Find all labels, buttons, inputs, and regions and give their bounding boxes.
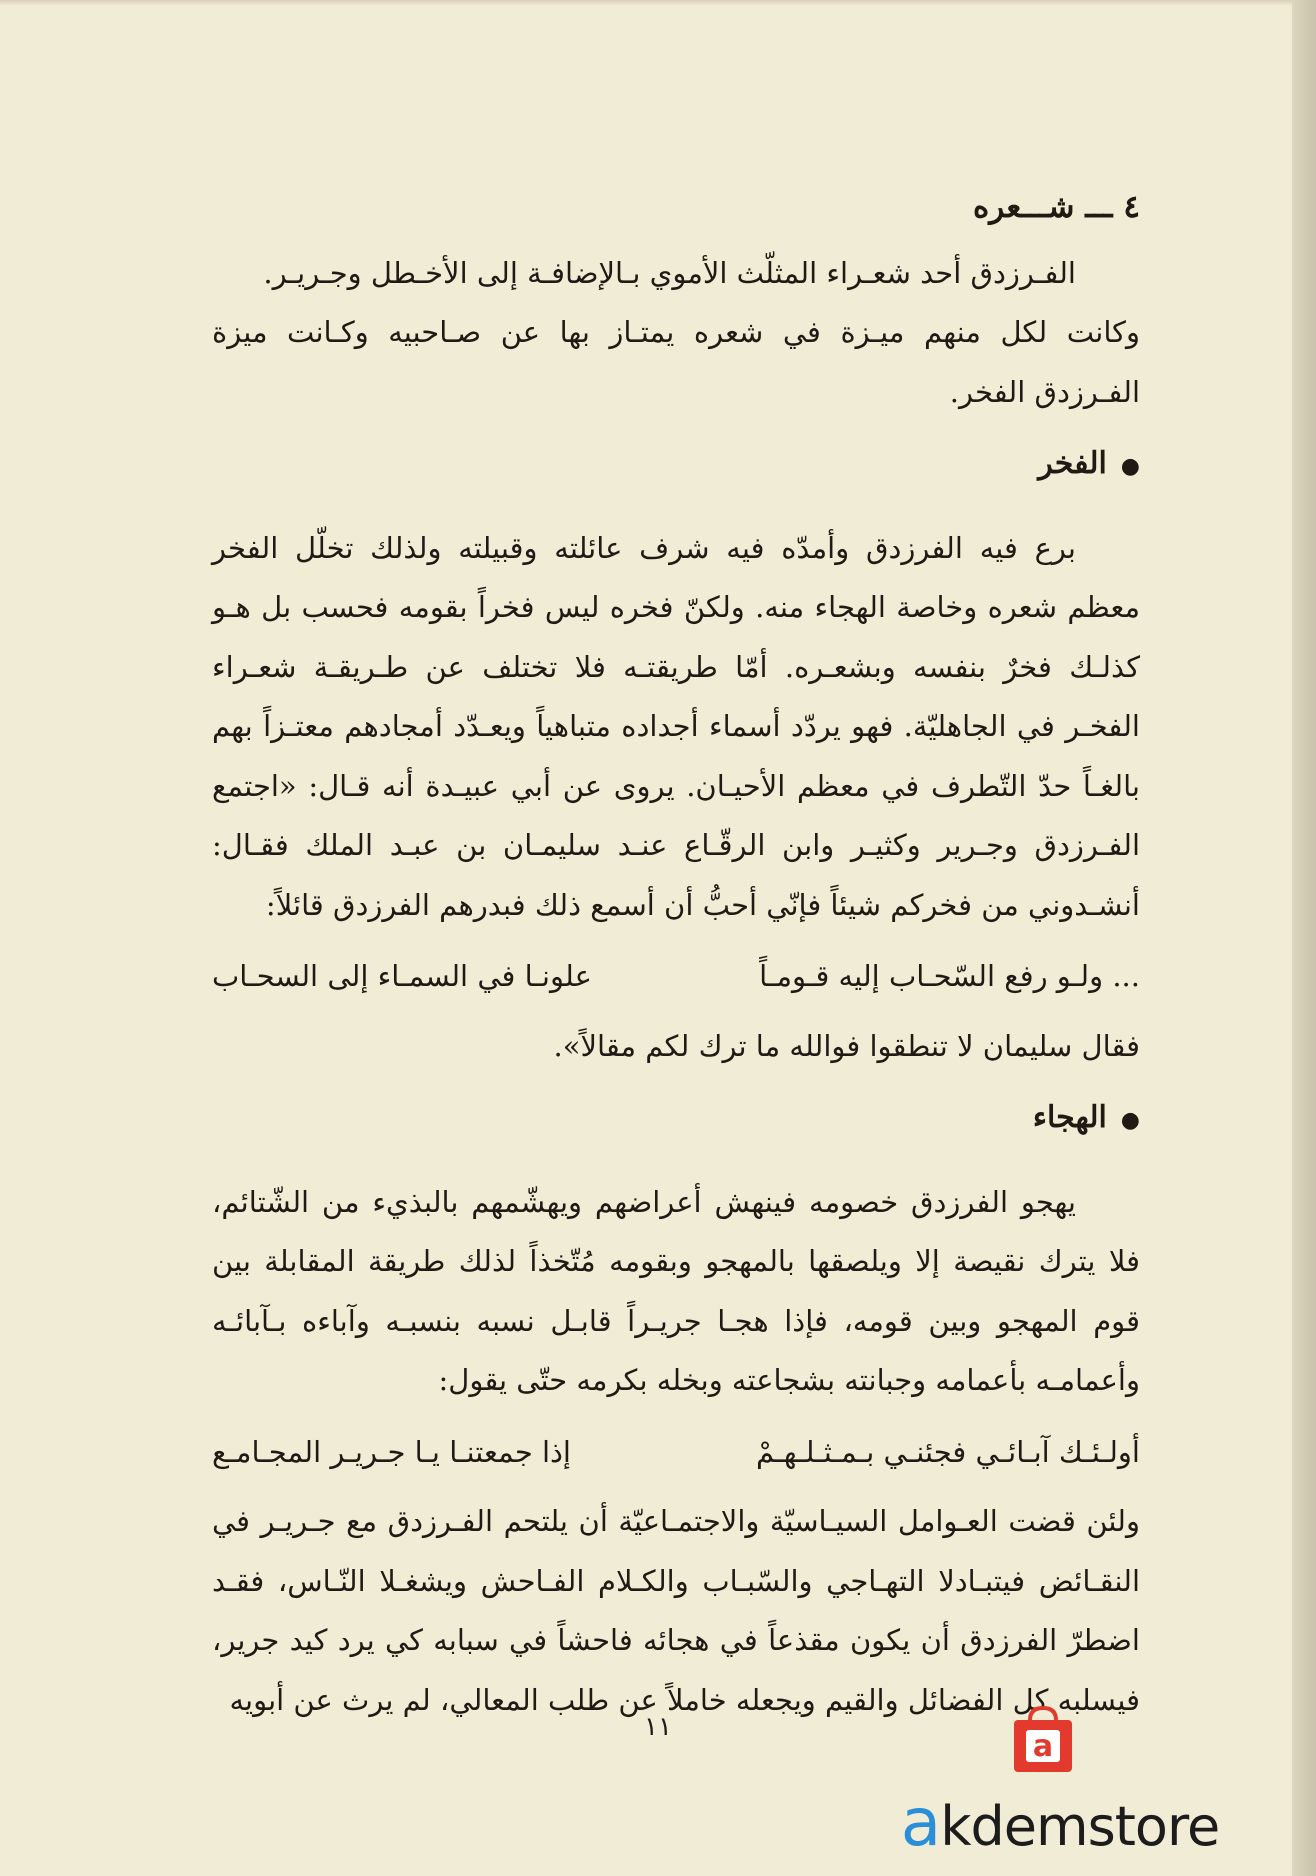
intro-line-1: الفـرزدق أحد شعـراء المثلّث الأموي بـالإضافـة إلى الأخـطل وجـريـر.	[263, 255, 1076, 290]
fakhr-paragraph: برع فيه الفرزدق وأمدّه فيه شرف عائلته وقبيلته ولذلك تخلّل الفخر معظم شعره وخاصة الهجاء منه. ولكنّ فخره ليس فخراً بقومه فحسب بل هـو كذلـك فخرٌ بنفسه وبشعـره. أمّا طريقتـه فلا تختلف عن طـريقـة شعـراء الفخـر في الجاهليّة. فهو يردّد أسماء أجداده متباهياً ويعـدّد أمجادهم معتـزاً بهم بالغـاً حدّ التّطرف في معظم الأحيـان. يروى عن أبي عبيـدة أنه قـال: «اجتمع الفـرزدق وجـرير وكثيـر وابن الرقّـاع عنـد سليمـان بن عبـد الملك فقـال: أنشـدوني من فخركم شيئاً فإنّي أحبُّ أن أسمع ذلك فبدرهم الفرزدق قائلاً:	[212, 530, 1140, 922]
verse-1-first-hemistich: ... ولـو رفع السّحـاب إليه قـومـاً	[759, 959, 1140, 993]
section-title: ٤ ـــ شـــعره	[972, 189, 1140, 225]
bullet-icon: ●	[1120, 453, 1140, 479]
page-number: ١١	[644, 1712, 672, 1742]
logo-wordmark	[880, 1784, 1240, 1861]
hija-paragraph: يهجو الفرزدق خصومه فينهش أعراضهم ويهشّمهم بالبذيء من الشّتائم، فلا يترك نقيصة إلا ويلصقها بالمهجو وبقومه مُتّخذاً لذلك طريقة المقابلة بين قوم المهجو وبين قومه، فإذا هجـا جريـراً قابـل نسبه بنسبـه وآباءه بـآبائـه وأعمامـه بأعمامه وجبانته بشجاعته وبخله بكرمه حتّى يقول:	[212, 1184, 1140, 1397]
heading-fakhr-label: الفخر	[1038, 446, 1107, 481]
logo-wordmark-accent: a	[900, 1784, 941, 1861]
heading-hija	[212, 1088, 1140, 1151]
heading-fakhr	[212, 434, 1140, 497]
fakhr-conclusion: فقال سليمان لا تنطقوا فوالله ما ترك لكم مقالاً».	[553, 1028, 1140, 1063]
page-edge-shadow	[1292, 0, 1316, 1876]
logo-wordmark-rest: kdemstore	[940, 1795, 1220, 1858]
page-top-shadow	[0, 0, 1316, 6]
closing-paragraph: ولئن قضت العـوامل السيـاسيّة والاجتمـاعيّة أن يلتحم الفـرزدق مع جـريـر في النقـائض فيتبـادلا التهـاجي والسّبـاب والكـلام الفـاحش ويشغـلا النّـاس، فقـد اضطرّ الفرزدق أن يكون مقذعاً في هجائه فاحشاً في سبابه كي يرد كيد جرير، فيسلبه كل الفضائل والقيم ويجعله خاملاً عن طلب المعالي، لم يرث عن أبويه	[212, 1504, 1140, 1717]
akdemstore-watermark	[880, 1706, 1240, 1861]
intro-line-2: وكانت لكل منهم ميـزة في شعره يمتـاز بها عن صـاحبيه وكـانت ميزة الفـرزدق الفخر.	[212, 315, 1140, 409]
verse-2-second-hemistich: إذا جمعتنـا يـا جـريـر المجـامـع	[212, 1434, 571, 1469]
verse-1	[212, 947, 1140, 1007]
bullet-icon: ●	[1120, 1107, 1140, 1133]
verse-2	[212, 1423, 1140, 1483]
page-text	[212, 178, 1140, 1730]
verse-2-first-hemistich: أولـئـك آبـائـي فجئنـي بـمـثـلـهـمْ	[755, 1434, 1140, 1469]
shopping-bag-logo-icon	[1008, 1706, 1078, 1776]
logo-badge-letter: a	[1032, 1729, 1054, 1764]
heading-hija-label: الهجاء	[1032, 1100, 1107, 1135]
verse-1-second-hemistich: علونـا في السمـاء إلى السحـاب	[212, 959, 592, 993]
